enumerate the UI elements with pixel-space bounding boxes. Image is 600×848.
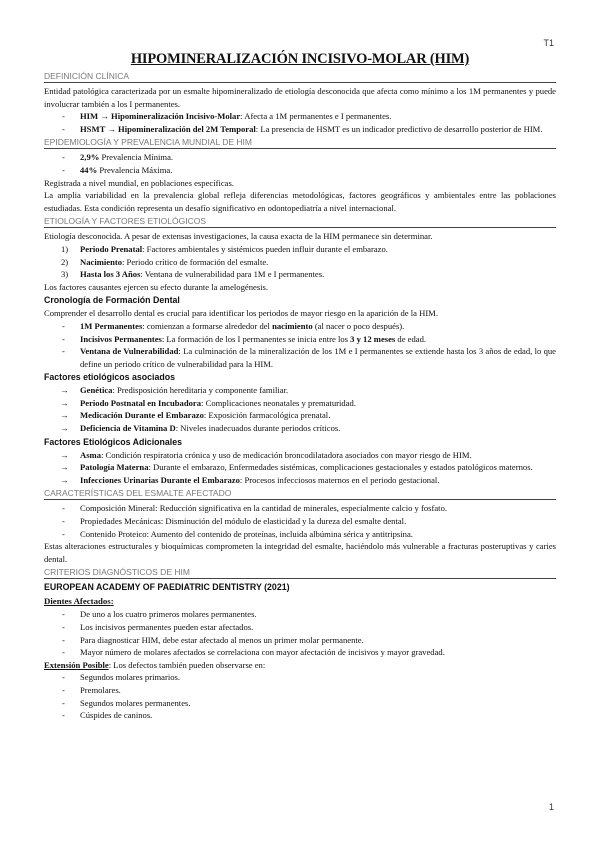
subheading-dientes-afectados: Dientes Afectados:	[44, 596, 114, 607]
section-heading-definicion: DEFINICIÓN CLÍNICA	[44, 70, 556, 83]
list-item: - HSMT → Hipomineralización del 2M Temporal: La presencia de HSMT es un indicador predictivo de desarrollo posterior de HIM.	[62, 123, 543, 134]
arrow-icon: →	[60, 410, 69, 421]
corner-label: T1	[543, 38, 554, 48]
caracteristicas-list	[44, 502, 556, 540]
list-item: 2) Nacimiento: Periodo crítico de formación del esmalte.	[61, 256, 269, 267]
epidemiologia-paragraph: La amplia variabilidad en la prevalencia global refleja diferencias metodológicas, factores geográficos y ambientales entre las poblaciones estudiadas. Esta condición representa un desafío significativo en odontopediatría a nivel internacional.	[44, 190, 556, 213]
factores-adicionales-list	[44, 449, 556, 487]
list-item: → Asma: Condición respiratoria crónica y uso de medicación broncodilatadora asociados con mayor riesgo de HIM.	[60, 449, 472, 460]
caracteristicas-paragraph: Estas alteraciones estructurales y bioquímicas comprometen la integridad del esmalte, haciéndolo más vulnerable a fracturas posteruptivas y caries dental.	[44, 541, 556, 564]
list-item: - HIM → Hipomineralización Incisivo-Molar: Afecta a 1M permanentes e I permanentes.	[62, 111, 392, 122]
list-item: - Ventana de Vulnerabilidad: La culminación de la mineralización de los 1M e I permanentes se extiende hasta los 3 años de edad, lo que define un periodo crítico de vulnerabilidad para la HIM.	[62, 346, 556, 369]
list-item: - Mayor número de molares afectados se correlaciona con mayor afectación de incisivos y mayor gravedad.	[62, 647, 445, 658]
section-heading-criterios: CRITERIOS DIAGNÓSTICOS DE HIM	[44, 566, 556, 579]
extension-posible-list	[44, 671, 556, 721]
list-item: - 2,9% Prevalencia Mínima.	[62, 152, 174, 163]
list-item: → Genética: Predisposición hereditaria y componente familiar.	[60, 385, 289, 396]
list-item: → Infecciones Urinarias Durante el Embarazo: Procesos infecciosos maternos en el periodo gestacional.	[60, 474, 440, 485]
etiologia-paragraph: Los factores causantes ejercen su efecto durante la amelogénesis.	[44, 281, 269, 292]
document-body	[44, 50, 556, 722]
arrow-icon: →	[60, 385, 69, 396]
arrow-icon: →	[60, 449, 69, 460]
list-item: - Los incisivos permanentes pueden estar afectados.	[62, 622, 254, 632]
subheading-factores-asociados: Factores etiológicos asociados	[44, 372, 176, 383]
subheading-eapd: EUROPEAN ACADEMY OF PAEDIATRIC DENTISTRY (2021)	[44, 582, 290, 593]
prevalencia-list	[44, 151, 556, 176]
list-item: - 1M Permanentes: comienzan a formarse alrededor del nacimiento (al nacer o poco después).	[62, 320, 405, 331]
dientes-afectados-list	[44, 608, 556, 658]
factores-asociados-list	[44, 384, 556, 434]
definicion-list	[44, 110, 556, 135]
list-item: 3) Hasta los 3 Años: Ventana de vulnerabilidad para 1M e I permanentes.	[61, 269, 325, 280]
etiologia-paragraph: Etiología desconocida. A pesar de extensas investigaciones, la causa exacta de la HIM permanece sin determinar.	[44, 231, 433, 242]
list-item: → Deficiencia de Vitamina D: Niveles inadecuados durante periodos críticos.	[60, 423, 341, 434]
section-heading-epidemiologia: EPIDEMIOLOGÍA Y PREVALENCIA MUNDIAL DE HIM	[44, 136, 556, 149]
cronologia-list	[44, 320, 556, 370]
subheading-factores-adicionales: Factores Etiológicos Adicionales	[44, 436, 183, 447]
list-item: → Patología Materna: Durante el embarazo, Enfermedades sistémicas, complicaciones gestacionales y estados patológicos maternos.	[60, 462, 533, 473]
list-item: - Incisivos Permanentes: La formación de los I permanentes se inicia entre los 3 y 12 meses de edad.	[62, 333, 427, 344]
list-item: - Premolares.	[62, 684, 121, 695]
list-item: → Periodo Postnatal en Incubadora: Complicaciones neonatales y prematuridad.	[60, 397, 356, 408]
section-heading-etiologia: ETIOLOGÍA Y FACTORES ETIOLÓGICOS	[44, 215, 556, 228]
arrow-icon: →	[60, 423, 69, 434]
page-number: 1	[548, 802, 554, 812]
list-item: - De uno a los cuatro primeros molares permanentes.	[62, 609, 257, 620]
arrow-icon: →	[60, 474, 69, 485]
list-item: 1) Periodo Prenatal: Factores ambientales y sistémicos pueden influir durante el embarazo.	[61, 243, 388, 254]
list-item: - Para diagnosticar HIM, debe estar afectado al menos un primer molar permanente.	[62, 634, 364, 645]
arrow-icon: →	[60, 397, 69, 408]
list-item: - Segundos molares permanentes.	[62, 697, 191, 708]
list-item: - Cúspides de caninos.	[62, 710, 153, 721]
list-item: - Propiedades Mecánicas: Disminución del módulo de elasticidad y la dureza del esmalte dental.	[62, 516, 407, 527]
cronologia-paragraph: Comprender el desarrollo dental es crucial para identificar los periodos de mayor riesgo en la aparición de la HIM.	[44, 308, 438, 319]
list-item: - 44% Prevalencia Máxima.	[62, 164, 173, 175]
list-item: - Contenido Proteico: Aumento del contenido de proteínas, incluida albúmina sérica y antitripsina.	[62, 528, 413, 539]
list-item: - Segundos molares primarios.	[62, 672, 181, 683]
section-heading-caracteristicas: CARACTERÍSTICAS DEL ESMALTE AFECTADO	[44, 487, 556, 500]
etiologia-numbered-list	[44, 243, 556, 281]
definicion-paragraph: Entidad patológica caracterizada por un esmalte hipomineralizado de etiología desconocida que afecta como mínimo a los 1M permanentes y puede involucrar también a los I permanentes.	[44, 86, 556, 109]
list-item: - Composición Mineral: Reducción significativa en la cantidad de minerales, especialmente calcio y fosfato.	[62, 503, 448, 514]
page-title: HIPOMINERALIZACIÓN INCISIVO-MOLAR (HIM)	[130, 51, 470, 67]
extension-posible-paragraph: Extensión Posible: Los defectos también pueden observarse en:	[44, 659, 266, 670]
epidemiologia-paragraph: Registrada a nivel mundial, en poblaciones específicas.	[44, 177, 234, 188]
arrow-icon: →	[60, 462, 69, 473]
subheading-cronologia: Cronología de Formación Dental	[44, 295, 180, 306]
list-item: → Medicación Durante el Embarazo: Exposición farmacológica prenatal.	[60, 410, 331, 421]
